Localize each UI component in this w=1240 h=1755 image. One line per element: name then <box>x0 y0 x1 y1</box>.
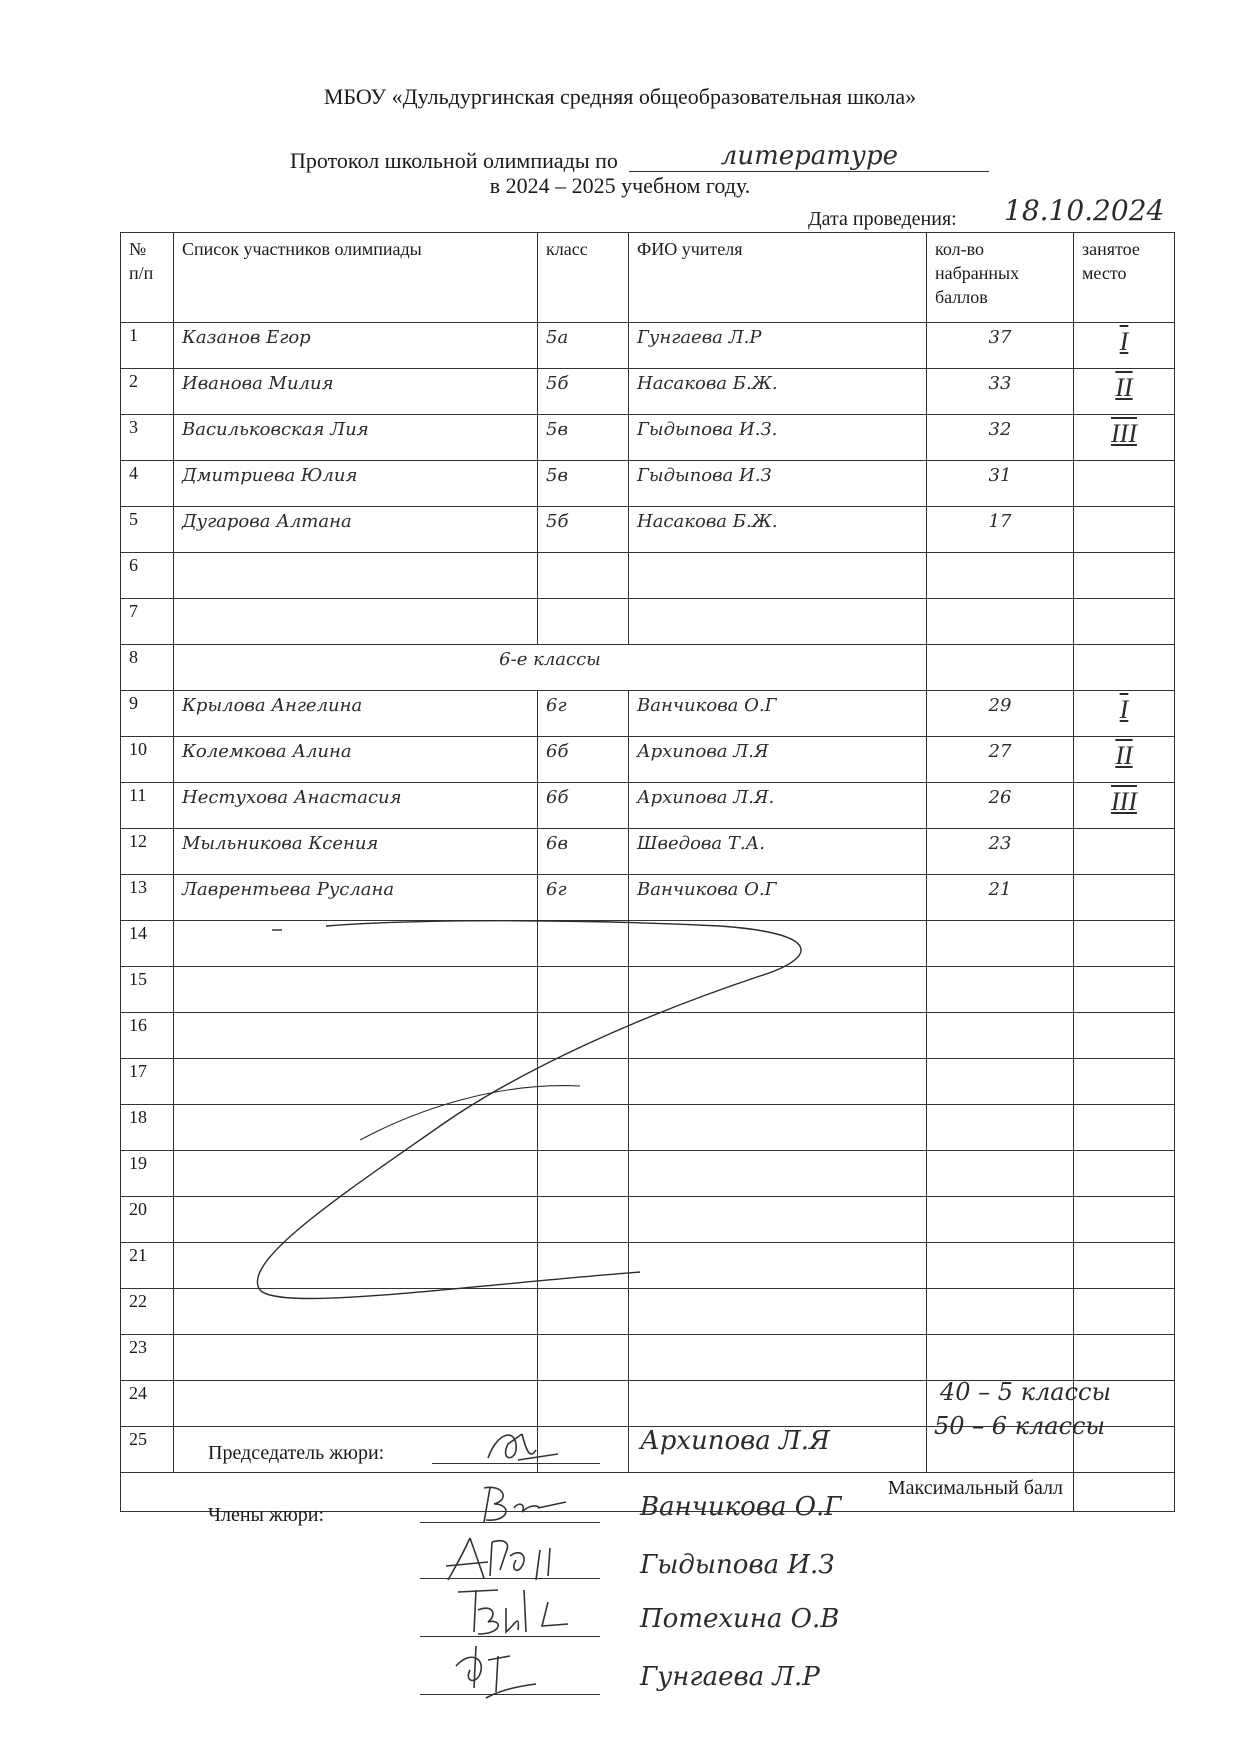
table-row <box>121 1243 1175 1289</box>
teacher-name: Ванчикова О.Г <box>629 875 927 921</box>
participant-name <box>174 1059 538 1105</box>
place-cell <box>1074 507 1175 553</box>
class-cell <box>538 599 629 645</box>
participant-name <box>174 921 538 967</box>
teacher-name: Ванчикова О.Г <box>629 691 927 737</box>
score-cell: 27 <box>927 737 1074 783</box>
score-cell: 33 <box>927 369 1074 415</box>
class-cell <box>538 1335 629 1381</box>
score-cell <box>927 1243 1074 1289</box>
score-cell: 29 <box>927 691 1074 737</box>
score-cell <box>927 1197 1074 1243</box>
place-cell <box>1074 875 1175 921</box>
member-name: Гунгаева Л.Р <box>640 1662 820 1692</box>
class-cell <box>538 1105 629 1151</box>
score-cell: 37 <box>927 323 1074 369</box>
table-row <box>121 1289 1175 1335</box>
place-cell <box>1074 415 1175 461</box>
place-cell <box>1074 737 1175 783</box>
teacher-name <box>629 1151 927 1197</box>
class-cell: 5б <box>538 369 629 415</box>
score-cell <box>927 921 1074 967</box>
teacher-name <box>629 1289 927 1335</box>
place-value: III <box>1111 787 1137 816</box>
participant-name <box>174 1289 538 1335</box>
score-cell <box>927 1105 1074 1151</box>
score-cell <box>927 1013 1074 1059</box>
teacher-name: Архипова Л.Я <box>629 737 927 783</box>
place-cell <box>1074 1197 1175 1243</box>
row-number: 25 <box>121 1427 174 1473</box>
table-row <box>121 783 1175 829</box>
participant-name: Казанов Егор <box>174 323 538 369</box>
subject-field: литературе <box>629 141 989 172</box>
class-cell <box>538 1059 629 1105</box>
teacher-name: Гунгаева Л.Р <box>629 323 927 369</box>
table-row <box>121 875 1175 921</box>
member-name: Ванчикова О.Г <box>640 1492 842 1522</box>
max-score-label: Максимальный балл <box>121 1473 1074 1512</box>
place-cell <box>1074 461 1175 507</box>
chair-signature <box>478 1420 568 1470</box>
table-body <box>121 323 1175 1473</box>
row-number: 5 <box>121 507 174 553</box>
teacher-name <box>629 1105 927 1151</box>
table-row <box>121 691 1175 737</box>
participant-name <box>174 967 538 1013</box>
place-cell <box>1074 1151 1175 1197</box>
participant-name: Мыльникова Ксения <box>174 829 538 875</box>
table-row <box>121 553 1175 599</box>
score-cell: 23 <box>927 829 1074 875</box>
score-cell <box>927 645 1074 691</box>
row-number: 3 <box>121 415 174 461</box>
score-cell: 32 <box>927 415 1074 461</box>
class-cell: 6г <box>538 691 629 737</box>
teacher-name <box>629 1243 927 1289</box>
row-number: 2 <box>121 369 174 415</box>
class-cell: 6г <box>538 875 629 921</box>
participant-name <box>174 1197 538 1243</box>
place-cell <box>1074 645 1175 691</box>
place-cell <box>1074 829 1175 875</box>
table-row <box>121 415 1175 461</box>
place-cell <box>1074 599 1175 645</box>
participant-name: Колемкова Алина <box>174 737 538 783</box>
row-number: 8 <box>121 645 174 691</box>
place-cell <box>1074 369 1175 415</box>
table-row <box>121 829 1175 875</box>
row-number: 24 <box>121 1381 174 1427</box>
class-cell <box>538 1289 629 1335</box>
row-number: 12 <box>121 829 174 875</box>
protocol-prefix: Протокол школьной олимпиады по <box>290 148 618 173</box>
teacher-name: Насакова Б.Ж. <box>629 369 927 415</box>
row-number: 15 <box>121 967 174 1013</box>
participant-name <box>174 553 538 599</box>
section-heading: 6-е классы <box>174 645 927 691</box>
place-cell <box>1074 1289 1175 1335</box>
table-row <box>121 1197 1175 1243</box>
row-number: 20 <box>121 1197 174 1243</box>
table-row <box>121 1105 1175 1151</box>
row-number: 11 <box>121 783 174 829</box>
chair-name: Архипова Л.Я <box>640 1426 830 1456</box>
place-cell <box>1074 921 1175 967</box>
place-value: II <box>1115 373 1133 402</box>
participant-name: Дмитриева Юлия <box>174 461 538 507</box>
place-cell <box>1074 1243 1175 1289</box>
participant-name: Васильковская Лия <box>174 415 538 461</box>
row-number: 21 <box>121 1243 174 1289</box>
score-cell <box>927 1335 1074 1381</box>
class-cell: 5в <box>538 415 629 461</box>
member-signature <box>440 1530 590 1586</box>
class-cell: 6б <box>538 783 629 829</box>
participant-name: Крылова Ангелина <box>174 691 538 737</box>
teacher-name <box>629 1059 927 1105</box>
place-cell <box>1074 1335 1175 1381</box>
row-number: 18 <box>121 1105 174 1151</box>
row-number: 17 <box>121 1059 174 1105</box>
table-row <box>121 507 1175 553</box>
class-cell: 5а <box>538 323 629 369</box>
teacher-name: Шведова Т.А. <box>629 829 927 875</box>
participant-name <box>174 1243 538 1289</box>
col-header-score: кол-во набранных баллов <box>927 233 1074 323</box>
row-number: 16 <box>121 1013 174 1059</box>
place-value: I <box>1119 695 1129 724</box>
class-cell <box>538 1013 629 1059</box>
teacher-name <box>629 1013 927 1059</box>
table-row <box>121 461 1175 507</box>
class-cell <box>538 967 629 1013</box>
place-cell <box>1074 1013 1175 1059</box>
table-row <box>121 323 1175 369</box>
row-number: 1 <box>121 323 174 369</box>
place-cell <box>1074 1105 1175 1151</box>
table-row <box>121 737 1175 783</box>
row-number: 19 <box>121 1151 174 1197</box>
teacher-name: Гыдыпова И.З. <box>629 415 927 461</box>
score-cell <box>927 1289 1074 1335</box>
participant-name <box>174 1151 538 1197</box>
col-header-participants: Список участников олимпиады <box>174 233 538 323</box>
member-name: Гыдыпова И.З <box>640 1550 835 1580</box>
date-label: Дата проведения: <box>808 208 957 230</box>
place-cell <box>1074 553 1175 599</box>
score-cell: 17 <box>927 507 1074 553</box>
table-row <box>121 1151 1175 1197</box>
member-signature <box>448 1582 588 1642</box>
row-number: 23 <box>121 1335 174 1381</box>
row-number: 7 <box>121 599 174 645</box>
class-cell <box>538 1151 629 1197</box>
teacher-name: Архипова Л.Я. <box>629 783 927 829</box>
class-cell <box>538 921 629 967</box>
teacher-name: Насакова Б.Ж. <box>629 507 927 553</box>
class-cell <box>538 1197 629 1243</box>
participant-name <box>174 1335 538 1381</box>
place-cell <box>1074 691 1175 737</box>
teacher-name <box>629 1197 927 1243</box>
class-cell: 5б <box>538 507 629 553</box>
member-name: Потехина О.В <box>640 1604 840 1634</box>
row-number: 9 <box>121 691 174 737</box>
max-score-5: 40 – 5 классы <box>940 1378 1112 1406</box>
participant-name <box>174 599 538 645</box>
teacher-name <box>629 1335 927 1381</box>
place-cell <box>1074 783 1175 829</box>
score-cell: 26 <box>927 783 1074 829</box>
place-cell <box>1074 967 1175 1013</box>
max-score-cell <box>1074 1473 1175 1512</box>
table-header-row <box>121 233 1175 323</box>
place-cell <box>1074 323 1175 369</box>
max-score-6: 50 – 6 классы <box>934 1412 1106 1440</box>
place-cell <box>1074 1059 1175 1105</box>
col-header-teacher: ФИО учителя <box>629 233 927 323</box>
participant-name: Лаврентьева Руслана <box>174 875 538 921</box>
teacher-name <box>629 1381 927 1427</box>
row-number: 13 <box>121 875 174 921</box>
score-cell <box>927 553 1074 599</box>
table-row <box>121 921 1175 967</box>
score-cell: 31 <box>927 461 1074 507</box>
row-number: 6 <box>121 553 174 599</box>
table-row <box>121 599 1175 645</box>
participant-name: Нестухова Анастасия <box>174 783 538 829</box>
place-value: II <box>1115 741 1133 770</box>
member-signature <box>440 1640 570 1702</box>
place-value: I <box>1119 327 1129 356</box>
protocol-title <box>290 141 989 176</box>
class-cell <box>538 1243 629 1289</box>
table-row <box>121 967 1175 1013</box>
member-signature <box>470 1478 580 1528</box>
participant-name: Дугарова Алтана <box>174 507 538 553</box>
row-number: 14 <box>121 921 174 967</box>
academic-year: в 2024 – 2025 учебном году. <box>489 173 751 198</box>
teacher-name <box>629 921 927 967</box>
row-number: 22 <box>121 1289 174 1335</box>
col-header-class: класс <box>538 233 629 323</box>
class-cell: 6б <box>538 737 629 783</box>
participant-name <box>174 1013 538 1059</box>
row-number: 10 <box>121 737 174 783</box>
place-value: III <box>1111 419 1137 448</box>
col-header-place: занятое место <box>1074 233 1175 323</box>
results-table <box>120 232 1175 1512</box>
class-cell: 5в <box>538 461 629 507</box>
teacher-name: Гыдыпова И.З <box>629 461 927 507</box>
chair-label: Председатель жюри: <box>208 1442 385 1464</box>
score-cell <box>927 599 1074 645</box>
members-label: Члены жюри: <box>208 1504 325 1526</box>
participant-name: Иванова Милия <box>174 369 538 415</box>
school-title: МБОУ «Дульдургинская средняя общеобразовательная школа» <box>323 84 917 109</box>
table-row <box>121 1013 1175 1059</box>
teacher-name <box>629 553 927 599</box>
table-row <box>121 369 1175 415</box>
score-cell <box>927 1151 1074 1197</box>
table-row <box>121 1335 1175 1381</box>
date-value: 18.10.2024 <box>1004 194 1165 227</box>
row-number: 4 <box>121 461 174 507</box>
score-cell <box>927 1059 1074 1105</box>
col-header-number: № п/п <box>121 233 174 323</box>
teacher-name <box>629 599 927 645</box>
table-row <box>121 645 1175 691</box>
class-cell <box>538 553 629 599</box>
class-cell: 6в <box>538 829 629 875</box>
score-cell <box>927 967 1074 1013</box>
participant-name <box>174 1105 538 1151</box>
score-cell: 21 <box>927 875 1074 921</box>
table-row <box>121 1059 1175 1105</box>
teacher-name <box>629 967 927 1013</box>
